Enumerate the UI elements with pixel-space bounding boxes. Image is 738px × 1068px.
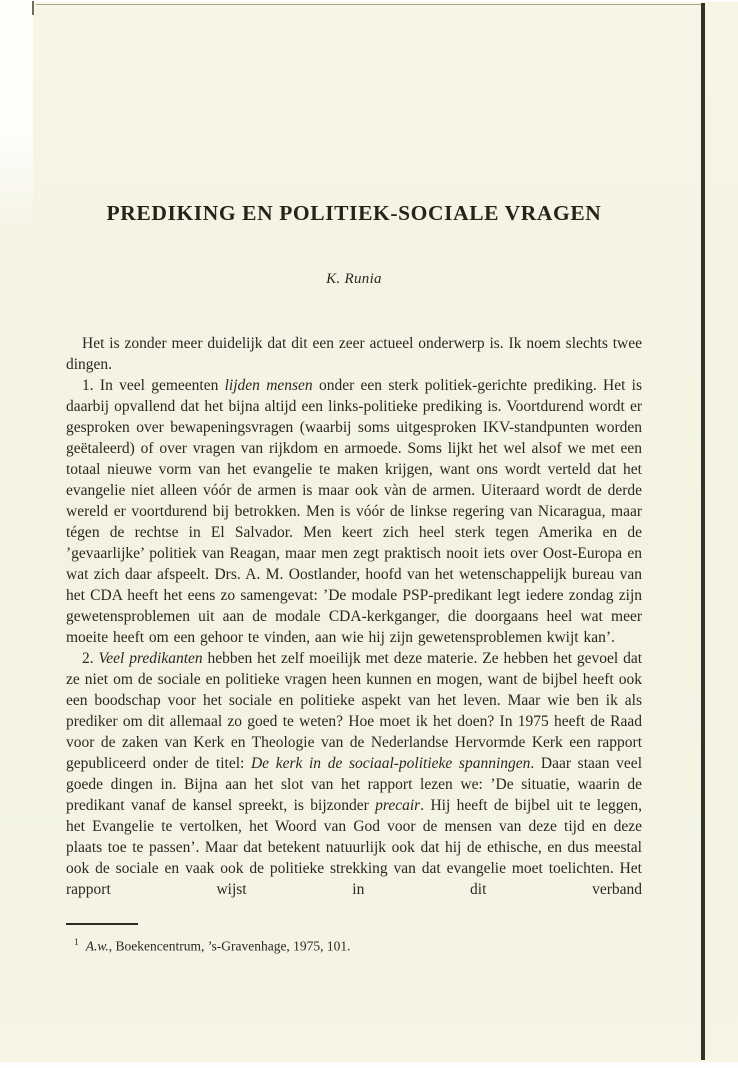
article-title: PREDIKING EN POLITIEK-SOCIALE VRAGEN xyxy=(106,201,602,225)
paragraph: 2. Veel predikanten hebben het zelf moeilijk met deze materie. Ze hebben het gevoel dat ze niet om de sociale en politieke vragen heen kunnen en mogen, want de bijbel heeft ook een boodschap voor het sociale en politieke aspekt van het leven. Maar wie ben ik als prediker om dit allemaal zo goed te weten? Hoe moet ik het doen? In 1975 heeft de Raad voor de zaken van Kerk en Theologie van de Nederlandse Hervormde Kerk een rapport gepubliceerd onder de titel: De kerk in de sociaal-politieke spanningen. Daar staan veel goede dingen in. Bijna aan het slot van het rapport lezen we: ’De situatie, waarin de predikant vanaf de kansel spreekt, is bijzonder precair. Hij heeft de bijbel uit te leggen, het Evangelie te vertolken, het Woord van God voor de mensen van deze tijd en deze plaats toe te passen’. Maar dat betekent natuurlijk ook dat hij de ethische, en dus meestal ook de sociale en vaak ook de politieke strekking van dat evangelie moet toelichten. Het rapport wijst in dit verband xyxy=(66,650,643,898)
scan-left-edge-tick xyxy=(32,1,34,15)
article-author: K. Runia xyxy=(326,271,382,287)
scan-left-page-edge xyxy=(0,0,33,230)
footnote-marker: 1 xyxy=(74,938,79,948)
scan-bottom-strip xyxy=(0,1062,738,1068)
article-body xyxy=(66,333,642,900)
footnote-text: A.w., Boekencentrum, ’s-Gravenhage, 1975, 101. xyxy=(85,938,351,954)
scan-right-edge-line xyxy=(701,3,705,1060)
paragraph: 1. In veel gemeenten lijden mensen onder een sterk politiek-gerichte prediking. Het is daarbij opvallend dat het bijna altijd een links-politieke prediking is. Voortdurend wordt er gesproken over bewapeningsvragen (waarbij soms uitgesproken IKV-standpunten worden geëtaleerd) of over vragen van rijkdom en armoede. Soms lijkt het wel alsof we met een totaal nieuwe vorm van het evangelie te maken krijgen, want ons wordt verteld dat het evangelie niet alleen vóór de armen is maar ook vàn de armen. Uiteraard wordt de derde wereld er voortdurend bij betrokken. Men is vóór de linkse regering van Nicaragua, maar tégen de rechtse in El Salvador. Men keert zich heel sterk tegen Amerika en de ’gevaarlijke’ politiek van Reagan, maar men zegt praktisch nooit iets over Oost-Europa en wat zich daar afspeelt. Drs. A. M. Oostlander, hoofd van het wetenschappelijk bureau van het CDA heeft het eens zo samengevat: ’De modale PSP-predikant legt iedere zondag zijn gewetensproblemen uit aan de modale CDA-kerkganger, die doorgaans heel wat meer moeite heeft om een gehoor te vinden, aan wie hij zijn gewetensproblemen kwijt kan’. xyxy=(66,377,643,646)
footnote-separator xyxy=(66,923,138,925)
footnote xyxy=(66,934,642,956)
paragraph: Het is zonder meer duidelijk dat dit een zeer actueel onderwerp is. Ik noem slechts twee dingen. xyxy=(66,335,642,373)
page-content xyxy=(66,0,642,956)
